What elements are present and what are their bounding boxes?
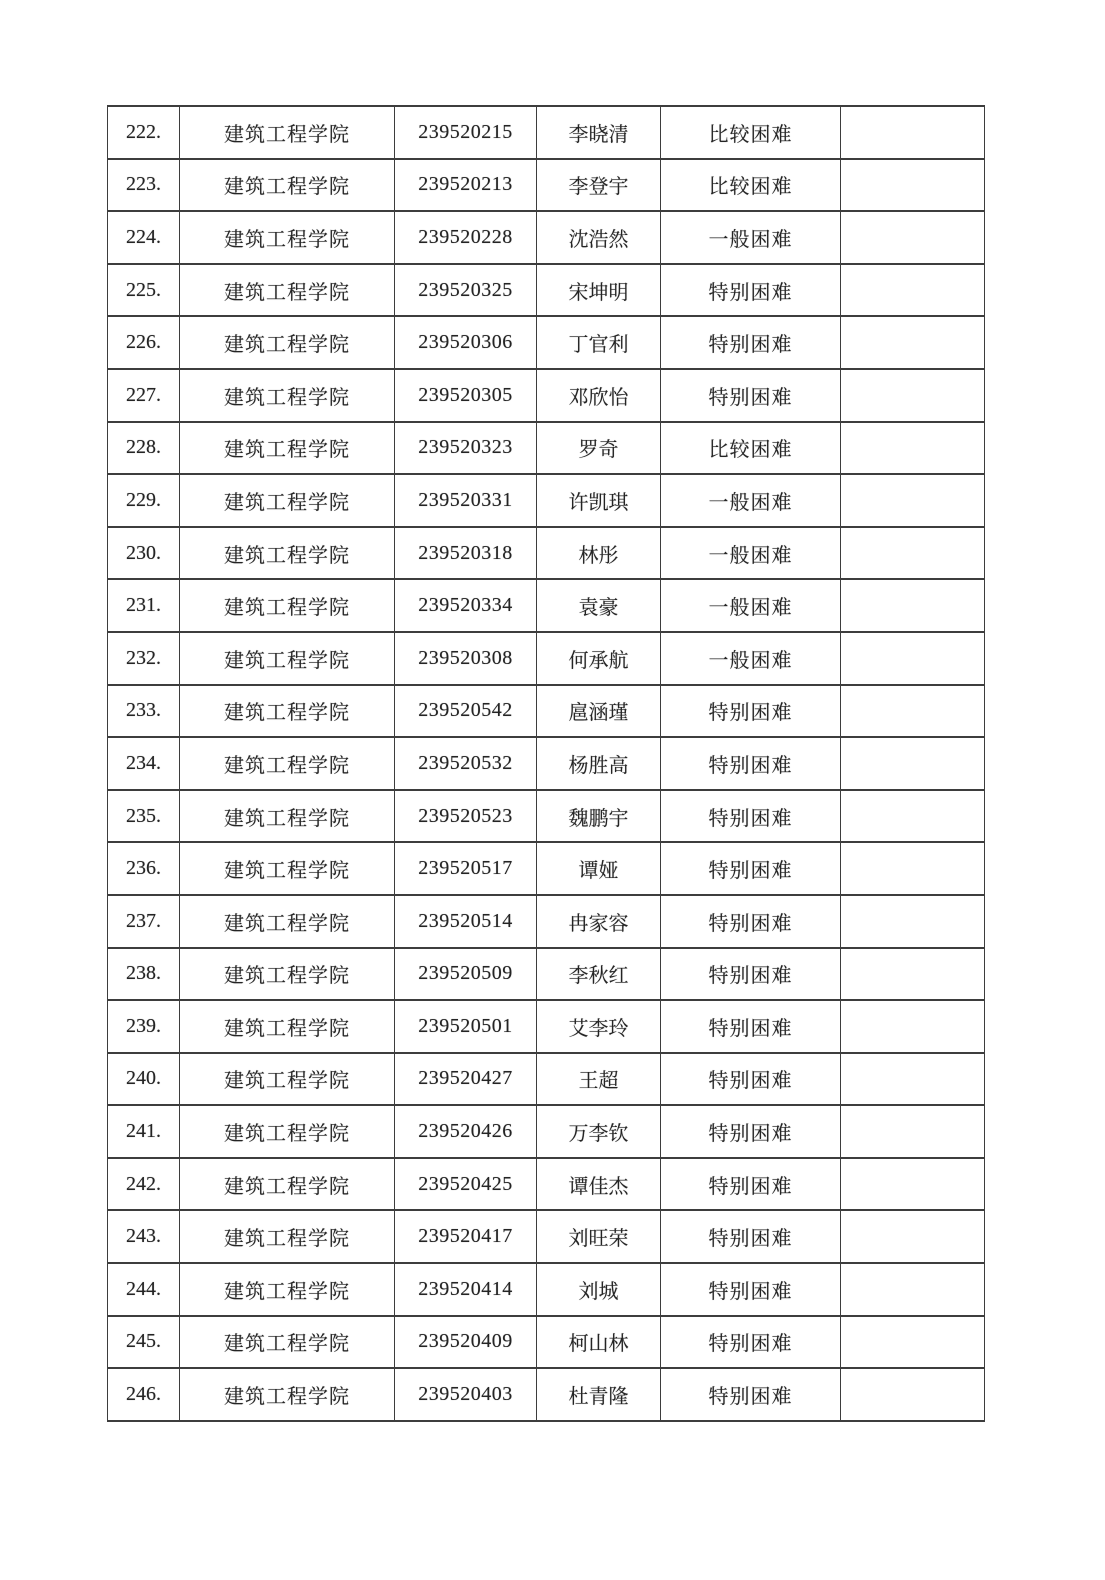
student-id-cell: 239520305 <box>395 369 537 422</box>
student-difficulty-table <box>107 105 985 1422</box>
difficulty-cell: 特别困难 <box>661 842 841 895</box>
student-id-cell: 239520215 <box>395 106 537 159</box>
table-row <box>108 895 985 948</box>
difficulty-cell: 特别困难 <box>661 1000 841 1053</box>
difficulty-cell: 比较困难 <box>661 106 841 159</box>
college-cell: 建筑工程学院 <box>180 474 395 527</box>
student-id-cell: 239520425 <box>395 1158 537 1211</box>
student-table-body <box>108 106 985 1421</box>
student-name-cell: 李登宇 <box>537 159 661 212</box>
student-id-cell: 239520417 <box>395 1210 537 1263</box>
college-cell: 建筑工程学院 <box>180 579 395 632</box>
difficulty-cell: 特别困难 <box>661 790 841 843</box>
difficulty-cell: 特别困难 <box>661 1053 841 1106</box>
table-row <box>108 316 985 369</box>
row-index-cell: 225. <box>108 264 180 317</box>
student-name-cell: 魏鹏宇 <box>537 790 661 843</box>
table-row <box>108 632 985 685</box>
note-cell <box>841 1053 985 1106</box>
student-name-cell: 王超 <box>537 1053 661 1106</box>
note-cell <box>841 211 985 264</box>
note-cell <box>841 1105 985 1158</box>
row-index-cell: 241. <box>108 1105 180 1158</box>
note-cell <box>841 1210 985 1263</box>
difficulty-cell: 特别困难 <box>661 369 841 422</box>
row-index-cell: 246. <box>108 1368 180 1421</box>
note-cell <box>841 106 985 159</box>
row-index-cell: 244. <box>108 1263 180 1316</box>
note-cell <box>841 632 985 685</box>
row-index-cell: 228. <box>108 422 180 475</box>
table-row <box>108 790 985 843</box>
college-cell: 建筑工程学院 <box>180 1263 395 1316</box>
student-id-cell: 239520331 <box>395 474 537 527</box>
difficulty-cell: 特别困难 <box>661 1158 841 1211</box>
student-id-cell: 239520501 <box>395 1000 537 1053</box>
table-row <box>108 264 985 317</box>
difficulty-cell: 特别困难 <box>661 264 841 317</box>
student-name-cell: 李晓清 <box>537 106 661 159</box>
row-index-cell: 232. <box>108 632 180 685</box>
student-id-cell: 239520213 <box>395 159 537 212</box>
student-id-cell: 239520409 <box>395 1316 537 1369</box>
student-name-cell: 袁豪 <box>537 579 661 632</box>
college-cell: 建筑工程学院 <box>180 1105 395 1158</box>
student-id-cell: 239520532 <box>395 737 537 790</box>
row-index-cell: 235. <box>108 790 180 843</box>
student-id-cell: 239520228 <box>395 211 537 264</box>
table-row <box>108 211 985 264</box>
student-id-cell: 239520514 <box>395 895 537 948</box>
table-row <box>108 474 985 527</box>
college-cell: 建筑工程学院 <box>180 369 395 422</box>
college-cell: 建筑工程学院 <box>180 948 395 1001</box>
note-cell <box>841 1263 985 1316</box>
row-index-cell: 236. <box>108 842 180 895</box>
note-cell <box>841 369 985 422</box>
row-index-cell: 240. <box>108 1053 180 1106</box>
note-cell <box>841 842 985 895</box>
student-name-cell: 丁官利 <box>537 316 661 369</box>
note-cell <box>841 316 985 369</box>
college-cell: 建筑工程学院 <box>180 264 395 317</box>
college-cell: 建筑工程学院 <box>180 1158 395 1211</box>
row-index-cell: 223. <box>108 159 180 212</box>
college-cell: 建筑工程学院 <box>180 211 395 264</box>
table-row <box>108 1105 985 1158</box>
difficulty-cell: 特别困难 <box>661 948 841 1001</box>
row-index-cell: 231. <box>108 579 180 632</box>
table-row <box>108 527 985 580</box>
college-cell: 建筑工程学院 <box>180 1000 395 1053</box>
row-index-cell: 245. <box>108 1316 180 1369</box>
college-cell: 建筑工程学院 <box>180 685 395 738</box>
college-cell: 建筑工程学院 <box>180 422 395 475</box>
note-cell <box>841 474 985 527</box>
table-row <box>108 369 985 422</box>
row-index-cell: 239. <box>108 1000 180 1053</box>
student-id-cell: 239520306 <box>395 316 537 369</box>
note-cell <box>841 1368 985 1421</box>
student-name-cell: 杨胜高 <box>537 737 661 790</box>
row-index-cell: 229. <box>108 474 180 527</box>
student-name-cell: 谭娅 <box>537 842 661 895</box>
table-row <box>108 422 985 475</box>
college-cell: 建筑工程学院 <box>180 842 395 895</box>
row-index-cell: 242. <box>108 1158 180 1211</box>
difficulty-cell: 特别困难 <box>661 895 841 948</box>
table-row <box>108 842 985 895</box>
student-name-cell: 扈涵瑾 <box>537 685 661 738</box>
table-row <box>108 1368 985 1421</box>
table-row <box>108 579 985 632</box>
table-row <box>108 106 985 159</box>
table-row <box>108 1053 985 1106</box>
note-cell <box>841 948 985 1001</box>
student-id-cell: 239520542 <box>395 685 537 738</box>
table-row <box>108 737 985 790</box>
difficulty-cell: 比较困难 <box>661 159 841 212</box>
college-cell: 建筑工程学院 <box>180 895 395 948</box>
note-cell <box>841 1000 985 1053</box>
row-index-cell: 222. <box>108 106 180 159</box>
difficulty-cell: 特别困难 <box>661 1368 841 1421</box>
college-cell: 建筑工程学院 <box>180 1053 395 1106</box>
row-index-cell: 224. <box>108 211 180 264</box>
table-row <box>108 1316 985 1369</box>
college-cell: 建筑工程学院 <box>180 159 395 212</box>
note-cell <box>841 1316 985 1369</box>
student-id-cell: 239520427 <box>395 1053 537 1106</box>
difficulty-cell: 特别困难 <box>661 316 841 369</box>
student-name-cell: 沈浩然 <box>537 211 661 264</box>
student-id-cell: 239520414 <box>395 1263 537 1316</box>
table-row <box>108 948 985 1001</box>
college-cell: 建筑工程学院 <box>180 737 395 790</box>
student-id-cell: 239520509 <box>395 948 537 1001</box>
row-index-cell: 243. <box>108 1210 180 1263</box>
student-id-cell: 239520323 <box>395 422 537 475</box>
difficulty-cell: 特别困难 <box>661 1316 841 1369</box>
student-id-cell: 239520325 <box>395 264 537 317</box>
difficulty-cell: 特别困难 <box>661 1105 841 1158</box>
note-cell <box>841 1158 985 1211</box>
difficulty-cell: 一般困难 <box>661 527 841 580</box>
student-name-cell: 何承航 <box>537 632 661 685</box>
college-cell: 建筑工程学院 <box>180 1210 395 1263</box>
difficulty-cell: 特别困难 <box>661 685 841 738</box>
student-name-cell: 柯山林 <box>537 1316 661 1369</box>
student-name-cell: 刘城 <box>537 1263 661 1316</box>
student-name-cell: 刘旺荣 <box>537 1210 661 1263</box>
student-id-cell: 239520426 <box>395 1105 537 1158</box>
student-id-cell: 239520334 <box>395 579 537 632</box>
difficulty-cell: 特别困难 <box>661 1210 841 1263</box>
student-name-cell: 宋坤明 <box>537 264 661 317</box>
difficulty-cell: 一般困难 <box>661 474 841 527</box>
student-name-cell: 林彤 <box>537 527 661 580</box>
student-name-cell: 万李钦 <box>537 1105 661 1158</box>
college-cell: 建筑工程学院 <box>180 1316 395 1369</box>
student-name-cell: 艾李玲 <box>537 1000 661 1053</box>
student-name-cell: 许凯琪 <box>537 474 661 527</box>
note-cell <box>841 264 985 317</box>
table-row <box>108 685 985 738</box>
row-index-cell: 233. <box>108 685 180 738</box>
note-cell <box>841 579 985 632</box>
student-id-cell: 239520523 <box>395 790 537 843</box>
difficulty-cell: 一般困难 <box>661 579 841 632</box>
difficulty-cell: 比较困难 <box>661 422 841 475</box>
student-id-cell: 239520403 <box>395 1368 537 1421</box>
note-cell <box>841 527 985 580</box>
row-index-cell: 234. <box>108 737 180 790</box>
note-cell <box>841 422 985 475</box>
college-cell: 建筑工程学院 <box>180 527 395 580</box>
table-row <box>108 1263 985 1316</box>
table-row <box>108 1210 985 1263</box>
note-cell <box>841 685 985 738</box>
student-id-cell: 239520517 <box>395 842 537 895</box>
table-row <box>108 1000 985 1053</box>
row-index-cell: 238. <box>108 948 180 1001</box>
row-index-cell: 227. <box>108 369 180 422</box>
student-id-cell: 239520308 <box>395 632 537 685</box>
college-cell: 建筑工程学院 <box>180 1368 395 1421</box>
student-name-cell: 李秋红 <box>537 948 661 1001</box>
note-cell <box>841 895 985 948</box>
row-index-cell: 226. <box>108 316 180 369</box>
difficulty-cell: 一般困难 <box>661 211 841 264</box>
note-cell <box>841 737 985 790</box>
student-name-cell: 罗奇 <box>537 422 661 475</box>
college-cell: 建筑工程学院 <box>180 316 395 369</box>
difficulty-cell: 特别困难 <box>661 1263 841 1316</box>
note-cell <box>841 790 985 843</box>
college-cell: 建筑工程学院 <box>180 790 395 843</box>
college-cell: 建筑工程学院 <box>180 632 395 685</box>
note-cell <box>841 159 985 212</box>
row-index-cell: 237. <box>108 895 180 948</box>
table-row <box>108 1158 985 1211</box>
student-name-cell: 邓欣怡 <box>537 369 661 422</box>
difficulty-cell: 一般困难 <box>661 632 841 685</box>
student-id-cell: 239520318 <box>395 527 537 580</box>
difficulty-cell: 特别困难 <box>661 737 841 790</box>
row-index-cell: 230. <box>108 527 180 580</box>
college-cell: 建筑工程学院 <box>180 106 395 159</box>
table-row <box>108 159 985 212</box>
student-name-cell: 谭佳杰 <box>537 1158 661 1211</box>
student-name-cell: 杜青隆 <box>537 1368 661 1421</box>
student-name-cell: 冉家容 <box>537 895 661 948</box>
